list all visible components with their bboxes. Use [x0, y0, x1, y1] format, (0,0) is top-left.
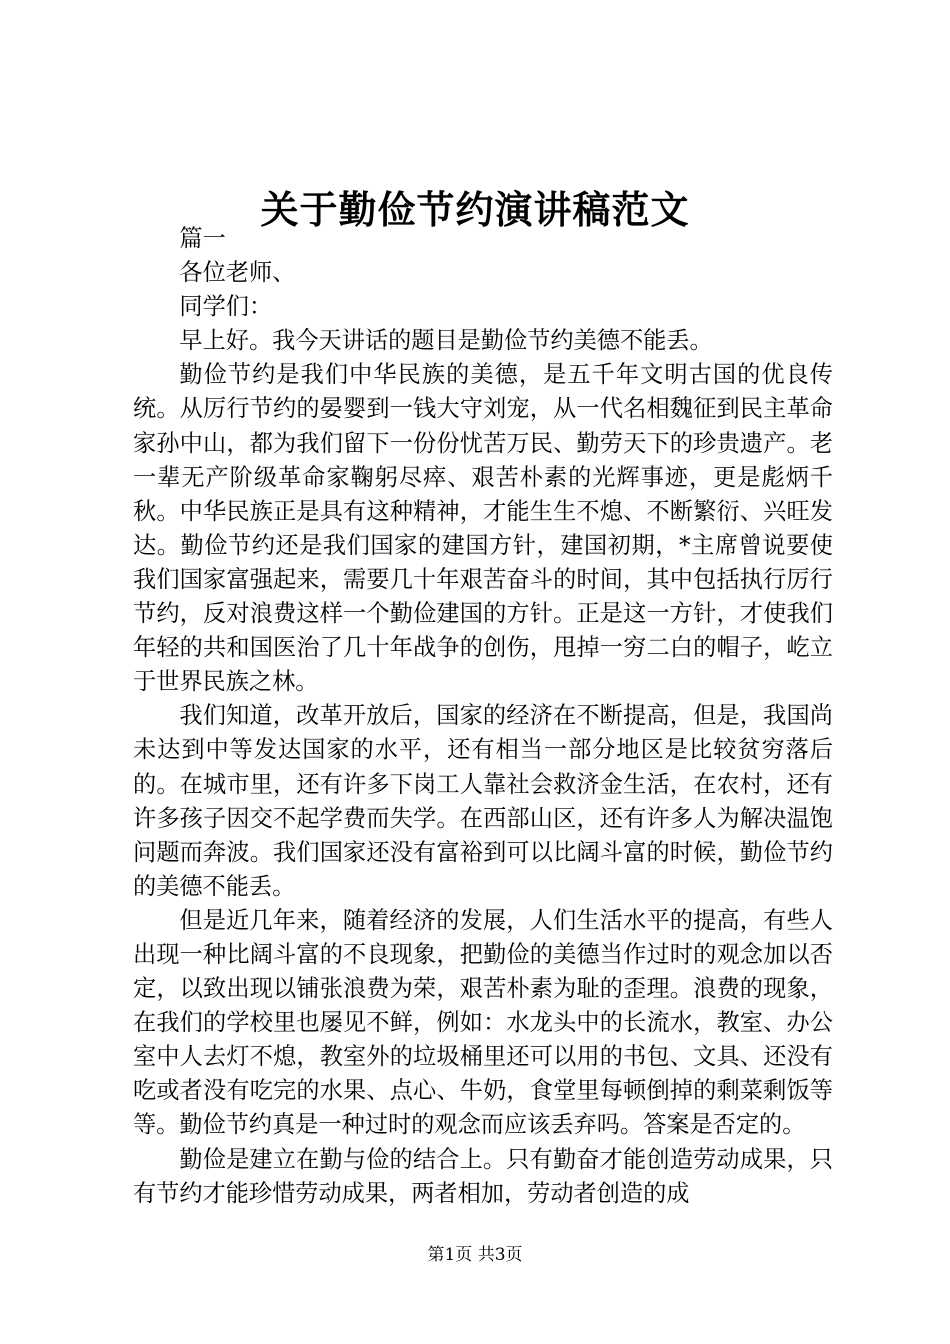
- document-title: 关于勤俭节约演讲稿范文: [260, 187, 690, 232]
- body-paragraph: 勤俭节约是我们中华民族的美德，是五千年文明古国的优良传统。从厉行节约的晏婴到一钱大守刘宠，从一代名相魏征到民主革命家孙中山，都为我们留下一份份忧苦万民、勤劳天下的珍贵遗产。老一辈无产阶级革命家鞠躬尽瘁、艰苦朴素的光辉事迹，更是彪炳千秋。中华民族正是具有这种精神，才能生生不熄、不断繁衍、兴旺发达。勤俭节约还是我们国家的建国方针，建国初期，*主席曾说要使我们国家富强起来，需要几十年艰苦奋斗的时间，其中包括执行厉行节约，反对浪费这样一个勤俭建国的方针。正是这一方针，才使我们年轻的共和国医治了几十年战争的创伤，甩掉一穷二白的帽子，屹立于世界民族之林。: [133, 361, 833, 696]
- body-paragraph: 我们知道，改革开放后，国家的经济在不断提高，但是，我国尚未达到中等发达国家的水平，还有相当一部分地区是比较贫穷落后的。在城市里，还有许多下岗工人靠社会救济金生活，在农村，还有许多孩子因交不起学费而失学。在西部山区，还有许多人为解决温饱问题而奔波。我们国家还没有富裕到可以比阔斗富的时候，勤俭节约的美德不能丢。: [133, 702, 833, 900]
- salutation-line: 同学们：: [179, 293, 273, 321]
- page-number-footer: 第1页 共3页: [427, 1245, 523, 1265]
- salutation-line: 各位老师、: [179, 259, 296, 287]
- section-heading: 篇一: [179, 225, 226, 252]
- document-body: [133, 222, 833, 1211]
- body-paragraph: 勤俭是建立在勤与俭的结合上。只有勤奋才能创造劳动成果，只有节约才能珍惜劳动成果，两者相加，劳动者创造的成: [133, 1145, 833, 1207]
- body-paragraph: 早上好。我今天讲话的题目是勤俭节约美德不能丢。: [179, 327, 713, 355]
- body-paragraph: 但是近几年来，随着经济的发展，人们生活水平的提高，有些人出现一种比阔斗富的不良现象，把勤俭的美德当作过时的观念加以否定，以致出现以铺张浪费为荣，艰苦朴素为耻的歪理。浪费的现象，在我们的学校里也屡见不鲜，例如：水龙头中的长流水，教室、办公室中人去灯不熄，教室外的垃圾桶里还可以用的书包、文具、还没有吃或者没有吃完的水果、点心、牛奶，食堂里每顿倒掉的剩菜剩饭等等。勤俭节约真是一种过时的观念而应该丢弃吗。答案是否定的。: [133, 906, 833, 1139]
